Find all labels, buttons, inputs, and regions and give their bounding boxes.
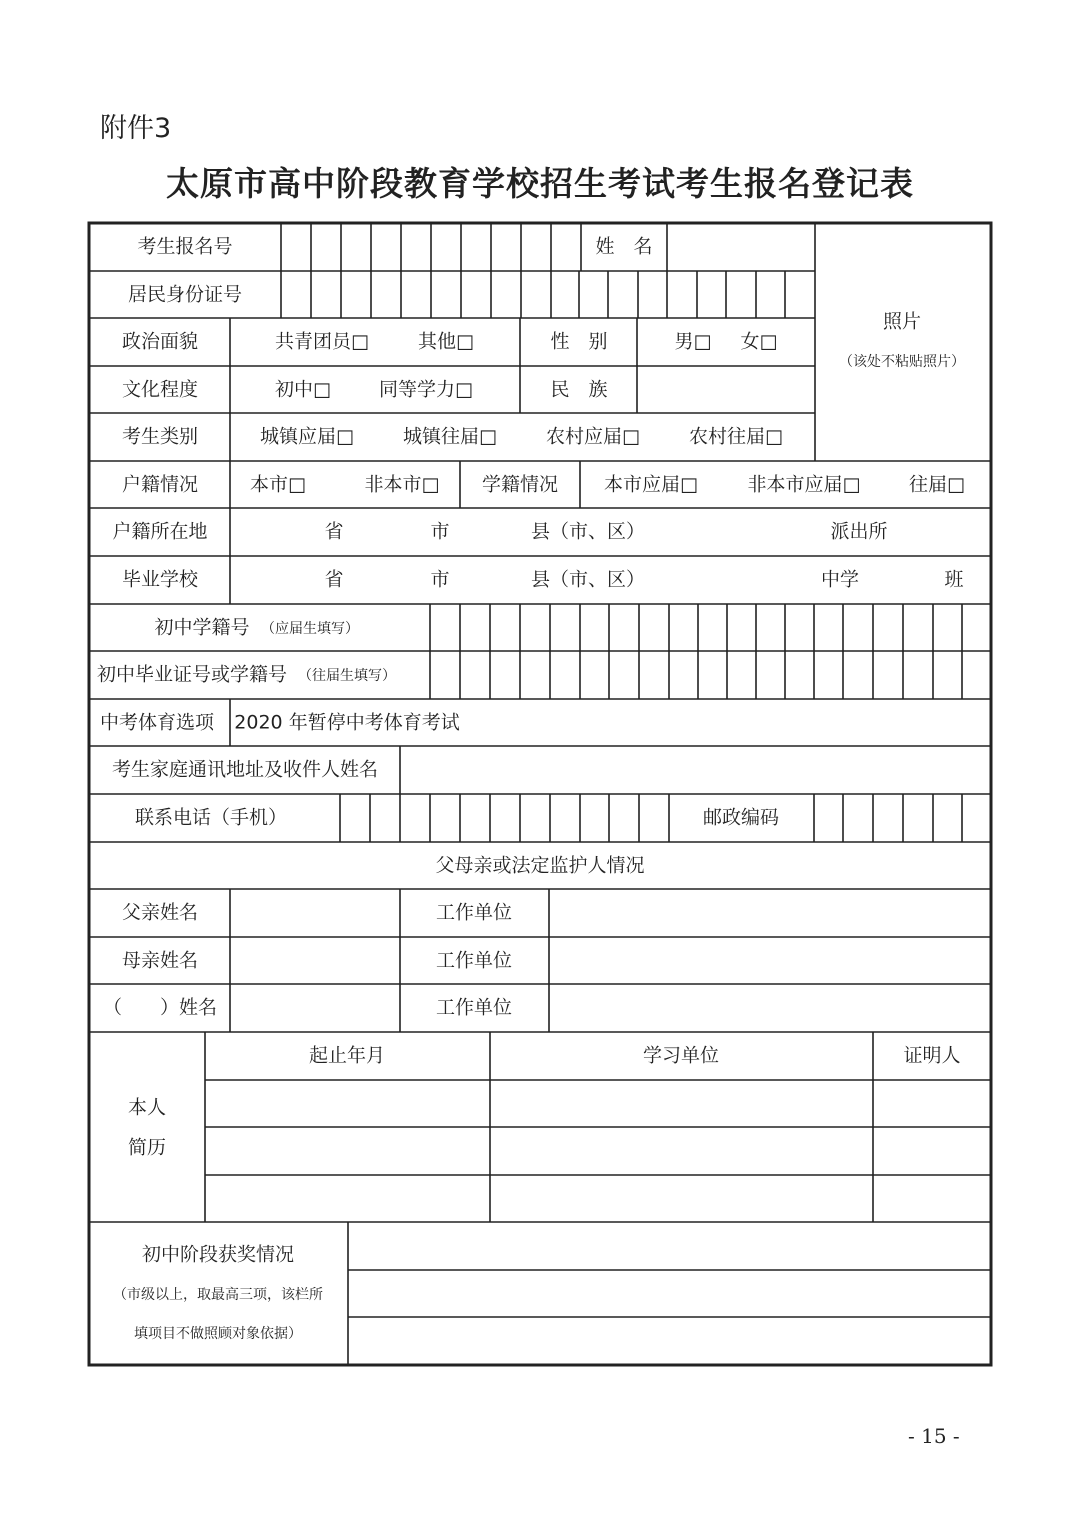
category-opt-urban-past[interactable]: 城镇往届□ xyxy=(403,425,497,448)
photo-note: （该处不粘贴照片） xyxy=(839,354,965,370)
education-opt-junior[interactable]: 初中□ xyxy=(275,378,331,401)
hukou-location-label: 户籍所在地 xyxy=(112,520,208,543)
category-label: 考生类别 xyxy=(121,425,199,448)
political-opt-league[interactable]: 共青团员□ xyxy=(275,330,369,353)
other-guardian-work-label: 工作单位 xyxy=(435,996,513,1019)
category-opt-rural-past[interactable]: 农村往届□ xyxy=(689,425,783,448)
reg-no-label: 考生报名号 xyxy=(137,235,233,258)
grad-class-label: 班 xyxy=(944,568,964,591)
id-no-label: 居民身份证号 xyxy=(127,283,243,306)
name-label: 姓 名 xyxy=(595,235,653,258)
address-label: 考生家庭通讯地址及收件人姓名 xyxy=(111,758,379,781)
cert-no-note: （往届生填写） xyxy=(298,668,396,684)
grad-province-label: 省 xyxy=(324,568,344,591)
hukou-province-label: 省 xyxy=(324,520,344,543)
sex-label: 性 别 xyxy=(550,330,608,353)
father-work-label: 工作单位 xyxy=(435,901,513,924)
grad-middle-label: 中学 xyxy=(820,568,860,591)
education-opt-equivalent[interactable]: 同等学力□ xyxy=(379,378,473,401)
hukou-police-label: 派出所 xyxy=(830,520,888,543)
hukou-opt-local[interactable]: 本市□ xyxy=(250,473,306,496)
hukou-label: 户籍情况 xyxy=(121,473,199,496)
grad-school-label: 毕业学校 xyxy=(121,568,199,591)
pe-label: 中考体育选项 xyxy=(99,711,215,734)
sex-opt-male[interactable]: 男□ xyxy=(674,330,712,353)
awards-label: 初中阶段获奖情况 xyxy=(141,1243,295,1266)
resume-col-witness: 证明人 xyxy=(903,1044,961,1067)
political-label: 政治面貌 xyxy=(121,330,199,353)
resume-col-unit: 学习单位 xyxy=(642,1044,720,1067)
hukou-opt-nonlocal[interactable]: 非本市□ xyxy=(364,473,440,496)
student-no-note: （应届生填写） xyxy=(261,621,359,637)
photo-label: 照片 xyxy=(882,310,922,333)
mother-name-label: 母亲姓名 xyxy=(121,949,199,972)
postcode-label: 邮政编码 xyxy=(702,806,780,829)
other-guardian-name-label: （ ）姓名 xyxy=(102,996,218,1019)
resume-col-period: 起止年月 xyxy=(308,1044,386,1067)
guardian-header: 父母亲或法定监护人情况 xyxy=(435,854,645,877)
attachment-label: 附件3 xyxy=(100,113,172,144)
resume-label-1: 本人 xyxy=(127,1096,167,1119)
page-number: - 15 - xyxy=(908,1424,960,1448)
resume-label-2: 简历 xyxy=(127,1136,167,1159)
grad-county-label: 县（市、区） xyxy=(530,568,646,591)
school-opt-nonlocal-current[interactable]: 非本市应届□ xyxy=(747,473,861,496)
phone-label: 联系电话（手机） xyxy=(134,806,288,829)
pe-value: 2020 年暂停中考体育考试 xyxy=(234,711,460,734)
cert-no-label: 初中毕业证号或学籍号 xyxy=(96,663,288,686)
category-opt-urban-current[interactable]: 城镇应届□ xyxy=(260,425,354,448)
grad-city-label: 市 xyxy=(430,568,450,591)
hukou-city-label: 市 xyxy=(430,520,450,543)
education-label: 文化程度 xyxy=(121,378,199,401)
sex-opt-female[interactable]: 女□ xyxy=(740,330,778,353)
political-opt-other[interactable]: 其他□ xyxy=(418,330,474,353)
school-opt-past[interactable]: 往届□ xyxy=(909,473,965,496)
form-title: 太原市高中阶段教育学校招生考试考生报名登记表 xyxy=(166,164,914,203)
school-opt-local-current[interactable]: 本市应届□ xyxy=(604,473,698,496)
mother-work-label: 工作单位 xyxy=(435,949,513,972)
category-opt-rural-current[interactable]: 农村应届□ xyxy=(546,425,640,448)
student-no-label: 初中学籍号 xyxy=(154,616,250,639)
hukou-county-label: 县（市、区） xyxy=(530,520,646,543)
awards-note-1: （市级以上，取最高三项，该栏所 xyxy=(113,1287,323,1303)
awards-note-2: 填项目不做照顾对象依据） xyxy=(134,1326,302,1342)
ethnic-label: 民 族 xyxy=(550,378,608,401)
father-name-label: 父亲姓名 xyxy=(121,901,199,924)
school-status-label: 学籍情况 xyxy=(481,473,559,496)
